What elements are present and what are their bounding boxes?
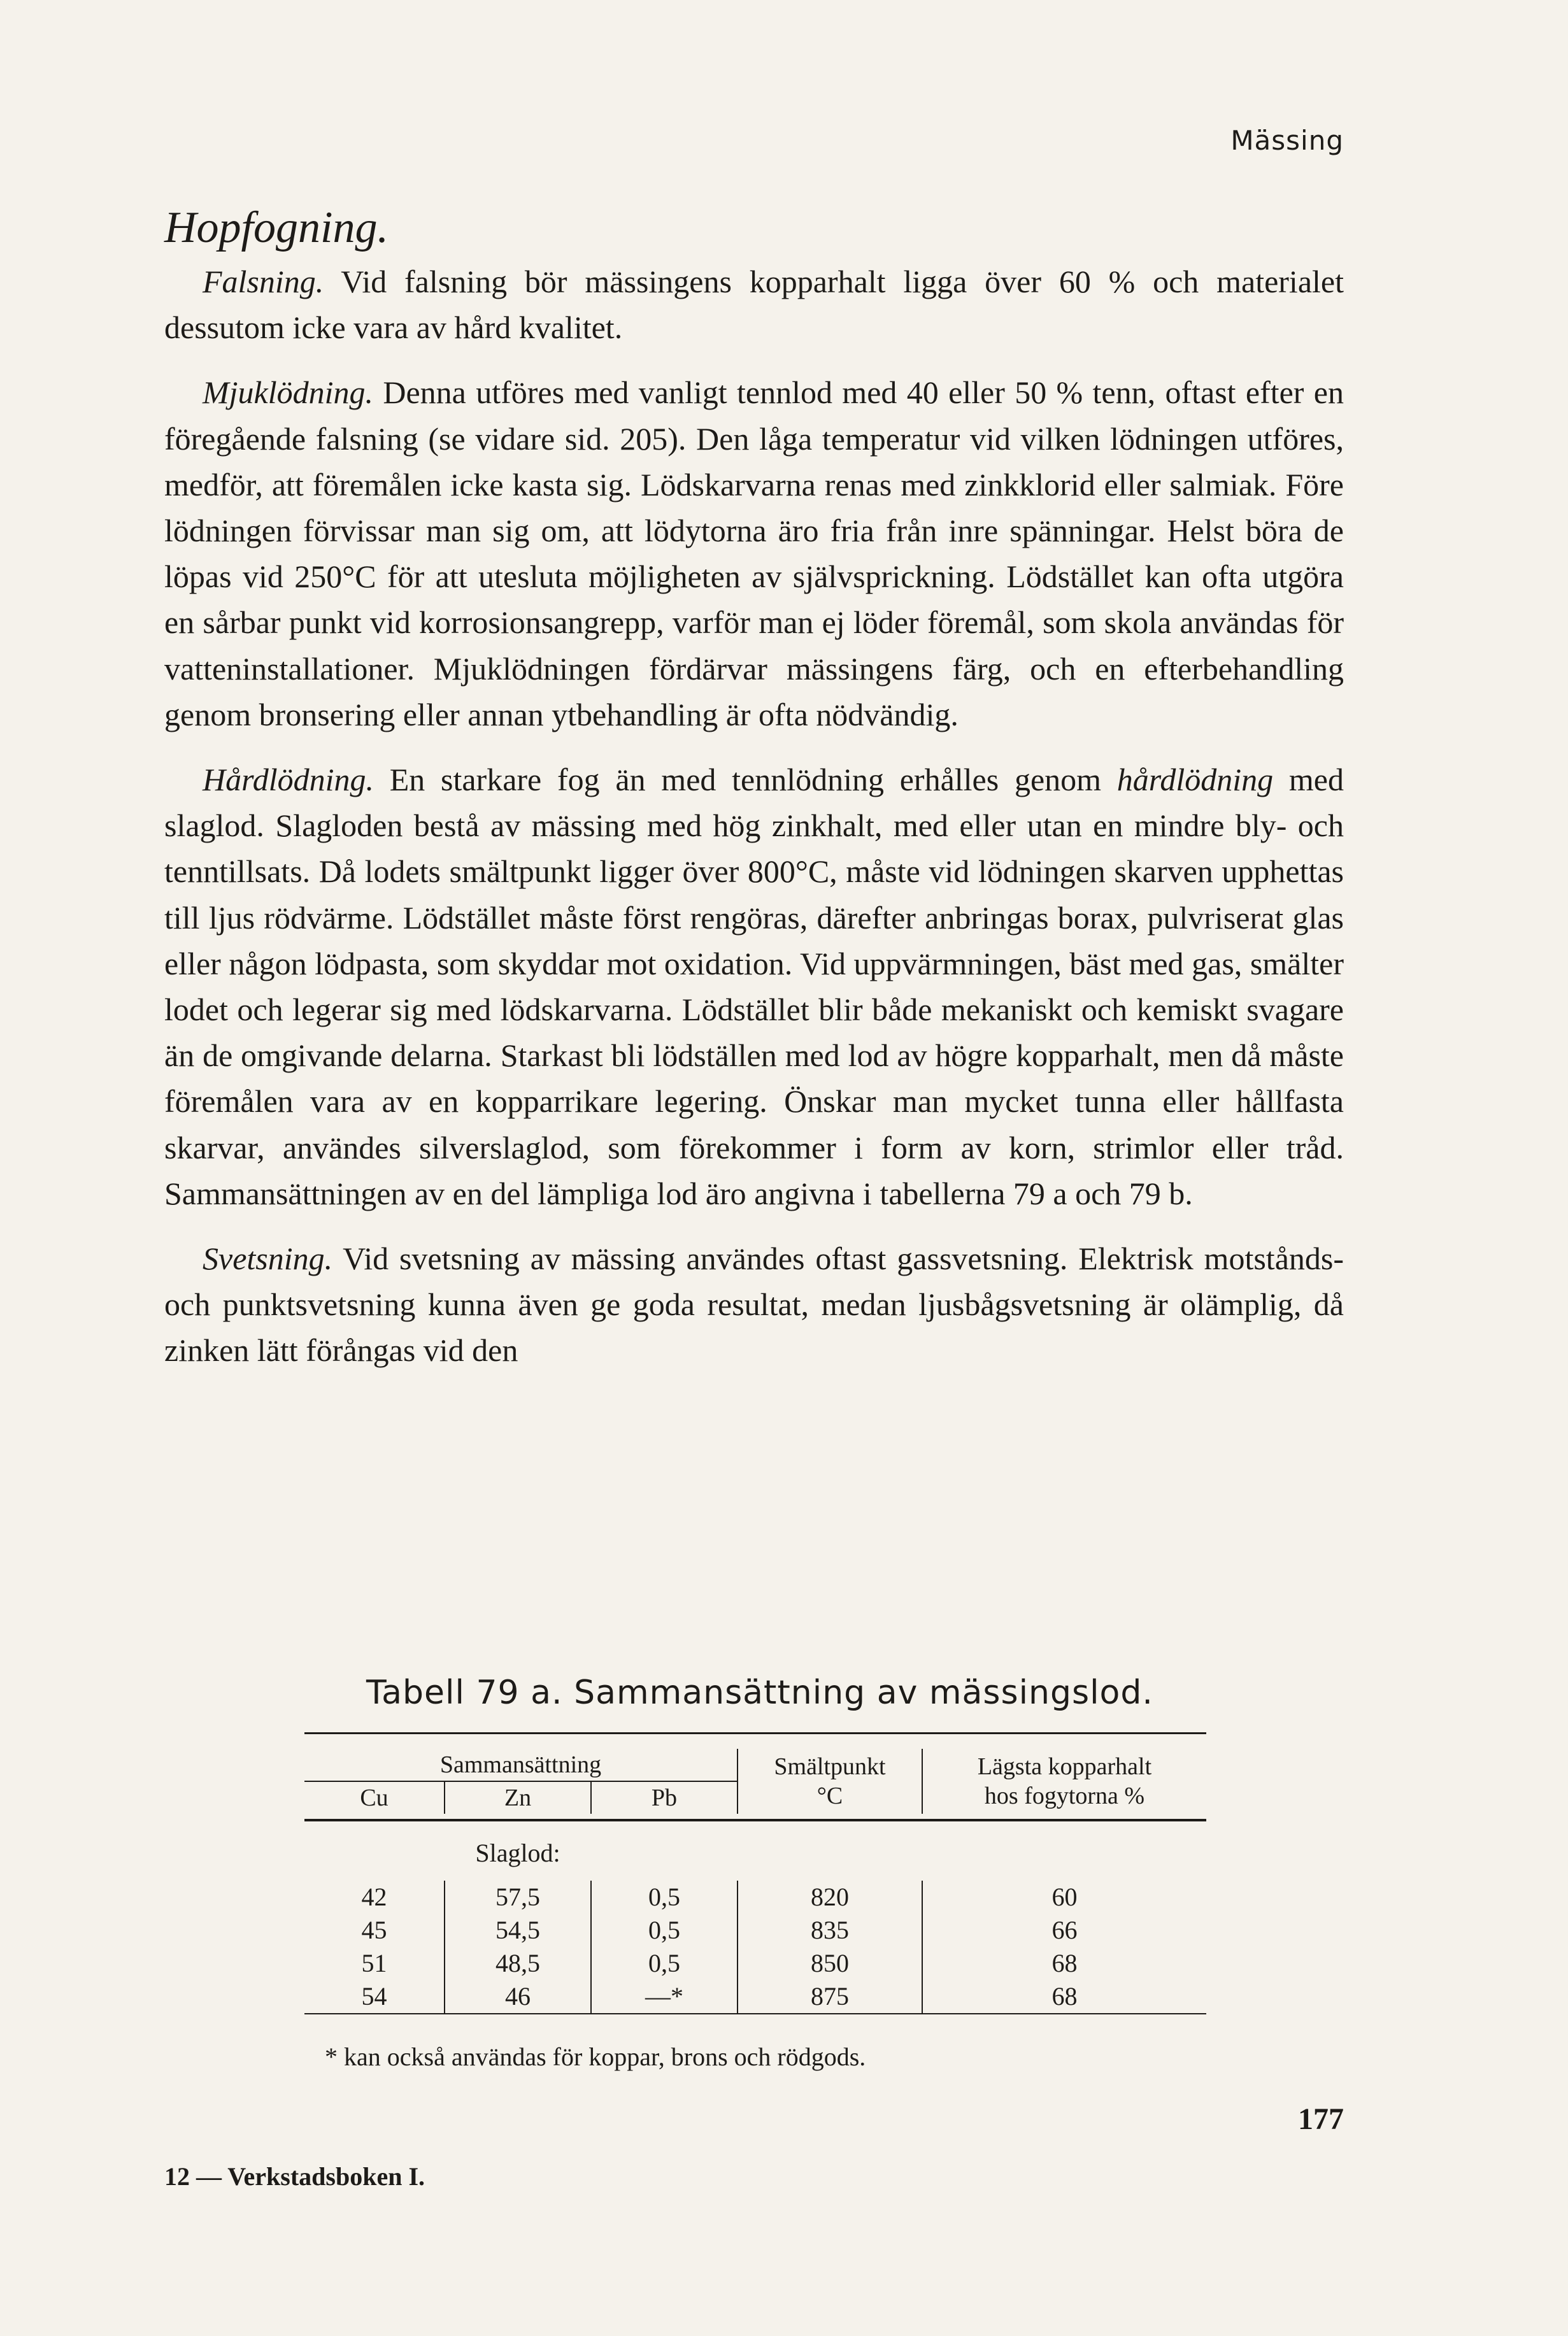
cell-pb: 0,5 (591, 1914, 738, 1947)
header-min-copper (922, 1749, 1206, 1814)
paragraph-falsning (164, 259, 1344, 350)
cell-cu: 51 (361, 1949, 387, 1977)
cell-melting-point: 850 (738, 1947, 922, 1980)
table-row (304, 1980, 1206, 2014)
running-head: Mässing (1230, 125, 1344, 156)
table-header-row (304, 1749, 1206, 1781)
paragraph-text: Vid falsning bör mässingens kopparhalt ligga över 60 % och materialet dessutom icke vara av hård kvalitet. (164, 264, 1344, 346)
cell-pb: 0,5 (591, 1881, 738, 1914)
cell-pb: —* (591, 1980, 738, 2014)
table-header-rule (304, 1814, 1206, 1820)
paragraph-svetsning (164, 1236, 1344, 1374)
paragraph-lead: Falsning. (203, 264, 324, 299)
header-min-copper-line1: Lägsta kopparhalt (977, 1753, 1152, 1780)
page-number: 177 (1298, 2102, 1344, 2136)
cell-melting-point: 875 (738, 1980, 922, 2014)
cell-min-copper: 60 (922, 1881, 1206, 1914)
paragraph-lead: Svetsning. (203, 1241, 333, 1277)
paragraph-text: med slaglod. Slagloden bestå av mässing med hög zinkhalt, med eller utan en mindre bly- och tenntillsats. Då lodets smältpunkt ligger över 800°C, måste vid lödningen skarven upphettas till ljus rödvärme. Lödstället måste först rengöras, därefter anbringas borax, pulvriserat glas eller någon lödpasta, som skyddar mot oxidation. Vid uppvärmningen, bäst med gas, smälter lodet och legerar sig med lödskarvarna. Lödstället blir både mekaniskt och kemiskt svagare än de omgivande delarna. Starkast bli lödställen med lod av högre kopparhalt, men då måste föremålen vara av en kopparrikare legering. Önskar man mycket tunna eller hållfasta skarvar, användes silverslaglod, som förekommer i form av korn, strimlor eller tråd. Sammansättningen av en del lämpliga lod äro angivna i tabellerna 79 a och 79 b. (164, 762, 1344, 1211)
cell-melting-point: 835 (738, 1914, 922, 1947)
cell-min-copper: 68 (922, 1947, 1206, 1980)
printer-signature: 12 — Verkstadsboken I. (164, 2162, 425, 2191)
section-title: Hopfogning. (164, 203, 388, 252)
header-composition: Sammansättning (439, 1751, 602, 1778)
header-min-copper-line2: hos fogytorna % (984, 1783, 1145, 1809)
cell-zn: 48,5 (445, 1947, 591, 1980)
paragraph-lead: Mjuklödning. (203, 374, 374, 411)
table-footnote: * kan också användas för koppar, brons och rödgods. (325, 2042, 866, 2071)
cell-melting-point: 820 (738, 1881, 922, 1914)
table-row (304, 1947, 1206, 1980)
cell-zn: 46 (445, 1980, 591, 2014)
header-melting-label: Smältpunkt (774, 1753, 886, 1780)
paragraph-term: hårdlödning (1116, 762, 1274, 798)
table-group-row (304, 1820, 1206, 1881)
solder-composition-table (304, 1749, 1206, 2014)
header-pb: Pb (591, 1781, 738, 1814)
paragraph-hardlodning (164, 757, 1344, 1216)
table-row (304, 1914, 1206, 1947)
table-row (304, 1881, 1206, 1914)
header-cu: Cu (304, 1781, 445, 1814)
paragraph-text: Vid svetsning av mässing användes oftast gassvetsning. Elektrisk motstånds- och punktsvetsning kunna även ge goda resultat, medan ljusbågsvetsning är olämplig, då zinken lätt förångas vid den (164, 1241, 1344, 1369)
cell-cu: 54 (304, 1980, 445, 2014)
cell-zn: 54,5 (445, 1914, 591, 1947)
body-text (164, 259, 1344, 1393)
paragraph-mjuklodning (164, 369, 1344, 737)
paragraph-lead: Hårdlödning. (203, 762, 374, 798)
cell-zn: 57,5 (445, 1881, 591, 1914)
cell-min-copper: 68 (922, 1980, 1206, 2014)
table-top-rule (304, 1732, 1206, 1734)
paragraph-text: Denna utföres med vanligt tennlod med 40 eller 50 % tenn, oftast efter en föregående falsning (se vidare sid. 205). Den låga temperatur vid vilken lödningen utföres, medför, att föremålen icke kasta sig. Lödskarvarna renas med zinkklorid eller salmiak. Före lödningen förvissar man sig om, att lödytorna äro fria från inre spänningar. Helst böra de löpas vid 250°C för att utesluta möjligheten av självsprickning. Lödstället kan ofta utgöra en sårbar punkt vid korrosionsangrepp, varför man ej löder föremål, som skola användas för vatteninstallationer. Mjuklödningen fördärvar mässingens färg, och en efterbehandling genom bronsering eller annan ytbehandling är ofta nödvändig. (164, 374, 1344, 732)
cell-cu: 42 (361, 1883, 387, 1911)
cell-min-copper: 66 (922, 1914, 1206, 1947)
header-melting-unit: °C (816, 1783, 843, 1809)
header-zn: Zn (445, 1781, 591, 1814)
table-caption: Tabell 79 a. Sammansättning av mässingslod. (366, 1674, 1153, 1712)
cell-pb: 0,5 (591, 1947, 738, 1980)
cell-cu: 45 (361, 1916, 387, 1944)
header-melting-point (738, 1749, 922, 1814)
group-label: Slaglod: (475, 1839, 560, 1867)
paragraph-text: En starkare fog än med tennlödning erhålles genom (374, 762, 1117, 798)
